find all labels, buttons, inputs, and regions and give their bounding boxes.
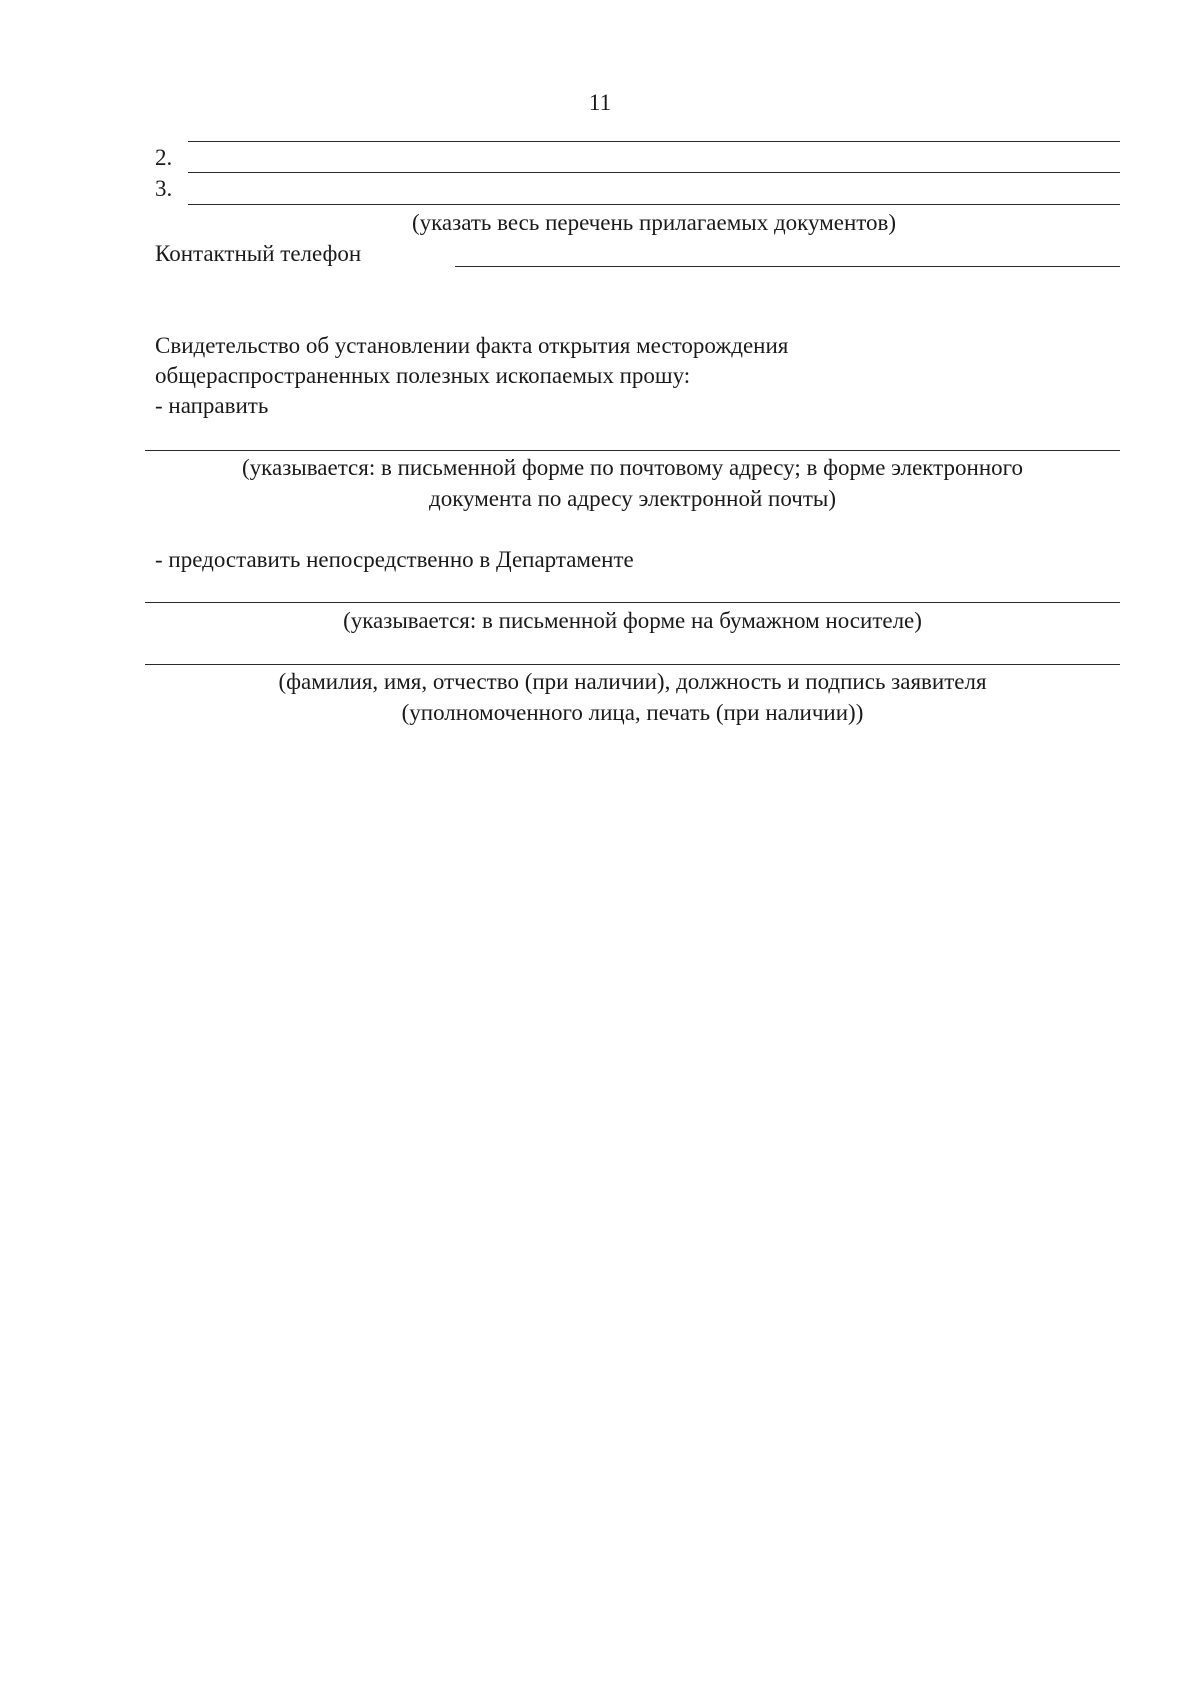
- send-method-line: [145, 450, 1120, 451]
- contact-phone-line: [455, 266, 1120, 267]
- attachment-item-3-number: 3.: [155, 176, 173, 201]
- attachment-line-2: [188, 172, 1120, 173]
- request-option-send: - направить: [155, 393, 269, 418]
- page-number: 11: [588, 90, 612, 115]
- attachment-line-1: [188, 141, 1120, 142]
- send-method-caption-1: (указывается: в письменной форме по почтовому адресу; в форме электронного: [242, 455, 1023, 480]
- attachment-line-3: [188, 204, 1120, 205]
- request-line-2: общераспространенных полезных ископаемых прошу:: [155, 363, 691, 388]
- provide-method-line: [145, 602, 1120, 603]
- signature-caption-1: (фамилия, имя, отчество (при наличии), должность и подпись заявителя: [278, 669, 987, 694]
- request-option-provide: - предоставить непосредственно в Департаменте: [155, 547, 634, 572]
- signature-line: [145, 664, 1120, 665]
- provide-method-caption: (указывается: в письменной форме на бумажном носителе): [343, 608, 922, 633]
- attachment-item-2-number: 2.: [155, 145, 173, 170]
- signature-caption-2: (уполномоченного лица, печать (при наличии)): [401, 700, 864, 725]
- request-line-1: Свидетельство об установлении факта открытия месторождения: [155, 333, 789, 358]
- send-method-caption-2: документа по адресу электронной почты): [429, 486, 836, 511]
- contact-phone-label: Контактный телефон: [155, 241, 362, 266]
- attachments-caption: (указать весь перечень прилагаемых документов): [411, 210, 897, 235]
